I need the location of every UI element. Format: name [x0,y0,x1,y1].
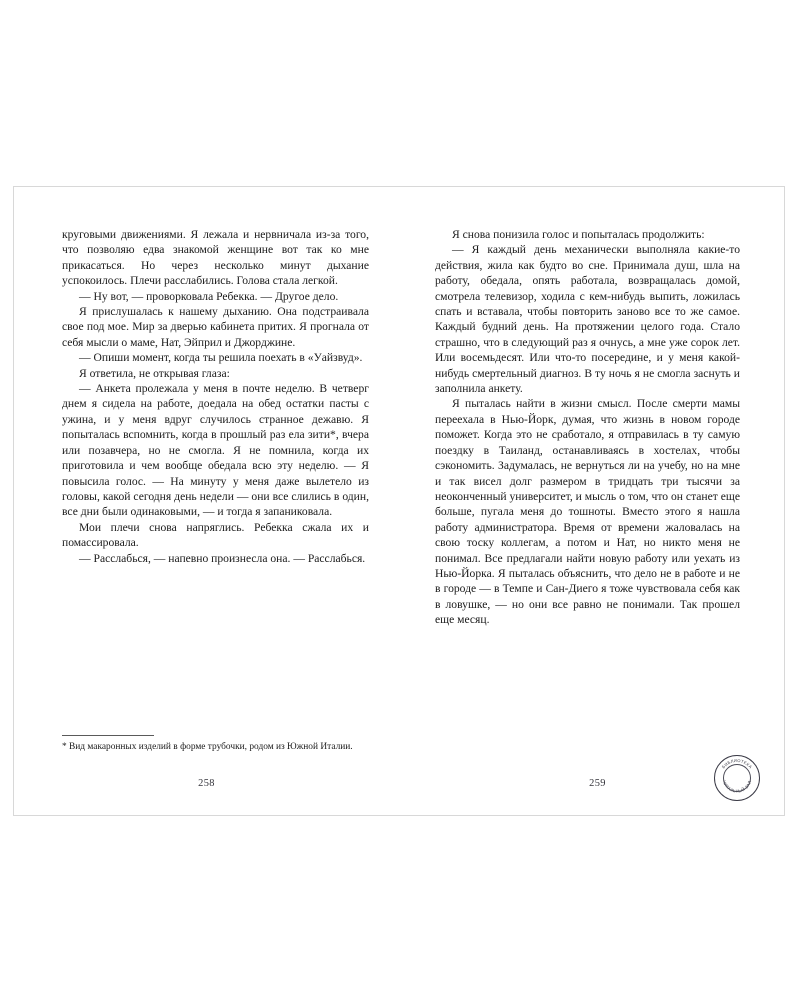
footnote [62,735,369,753]
page-number-right: 259 [589,778,606,789]
paragraph: Я прислушалась к нашему дыханию. Она подстраивала свое под мое. Мир за дверью кабинета притих. Я прогнала от себя мысли о маме, Нат, Эйприл и Джорджине. [62,305,369,349]
library-round-stamp [714,755,760,801]
book-spread [14,187,784,815]
paragraph: круговыми движениями. Я лежала и нервничала из-за того, что позволяю едва знакомой женщине вот так ко мне прикасаться. Но через несколько минут дыхание успокоилось. Плечи расслабились. Голова стала легкой. [62,228,369,288]
paragraph: Я ответила, не открывая глаза: [79,366,230,380]
paragraph: — Расслабься, — напевно произнесла она. — Расслабься. [79,551,366,565]
left-page [14,187,399,815]
right-page [399,187,784,815]
paragraph: — Опиши момент, когда ты решила поехать в «Уайзвуд». [79,351,363,365]
footnote-rule [62,735,154,736]
paragraph: — Анкета пролежала у меня в почте неделю. В четверг днем я сидела на работе, доедала на обед остатки пасты с ужина, и у меня вдруг случилось странное дежавю. Я попыталась вспомнить, когда в прошлый раз ела зити*, вчера или позавчера, но не смогла. Я не помнила, когда их приготовила и чем вообще обедала всю эту неделю. — Я повысила голос. — На минуту у меня даже вылетело из головы, какой сегодня день недели — они все слились в один, все дни были одинаковыми, — и тогда я запаниковала. [62,382,369,519]
paragraph: Я пыталась найти в жизни смысл. После смерти мамы переехала в Нью-Йорк, думая, что жизнь в новом городе поможет. Когда это не сработало, я отправилась в ту самую поездку в Таиланд, останавливаясь в хостелах, чтобы сэкономить. Задумалась, не вернуться ли на учебу, но на мне и так висел долг размером в тридцать три тысячи за неоконченный университет, и мысль о том, что он станет еще больше, пугала меня до тошноты. Вместо этого я нашла работу администратора. Время от времени жаловалась на свою тоску коллегам, а потом и Нат, но никто меня не понимал. Все предлагали найти новую работу или уехать из Нью-Йорка. Я пыталась объяснить, что дело не в работе и не в городе — в Темпе и Сан-Диего я тоже чувствовала себя как в ловушке, — но они все равно не понимали. Так прошел еще месяц. [435,397,740,627]
page-number-left: 258 [198,778,215,789]
paragraph: — Я каждый день механически выполняла какие-то действия, жила как будто во сне. Принимала душ, шла на работу, обедала, опять работала, возвращалась домой, смотрела телевизор, ходила с кем-нибудь выпить, ложилась спать и вставала, чтобы повторить заново все то же самое. Каждый будний день. На протяжении целого года. Стало страшно, что в следующий раз я очнусь, а мне уже сорок лет. Или восемьдесят. Или что-то посередине, и у меня какой-нибудь смертельный диагноз. В ту ночь я не смогла заснуть и заполнила анкету. [435,243,740,396]
footnote-marker: * [62,741,67,752]
stamp-top-text: БИБЛИОТЕКА [720,757,754,770]
paragraph: Я снова понизила голос и попыталась продолжить: [452,228,705,241]
stamp-bottom-text: ЧИТАЛЬНЫЙ ЗАЛ [721,779,753,794]
footnote-text: Вид макаронных изделий в форме трубочки, родом из Южной Италии. [69,741,353,752]
right-page-body [435,227,740,628]
left-page-body [62,227,369,566]
book-spread-sheet [13,186,785,816]
paragraph: Мои плечи снова напряглись. Ребекка сжала их и помассировала. [62,520,369,550]
paragraph: — Ну вот, — проворковала Ребекка. — Другое дело. [79,289,339,303]
